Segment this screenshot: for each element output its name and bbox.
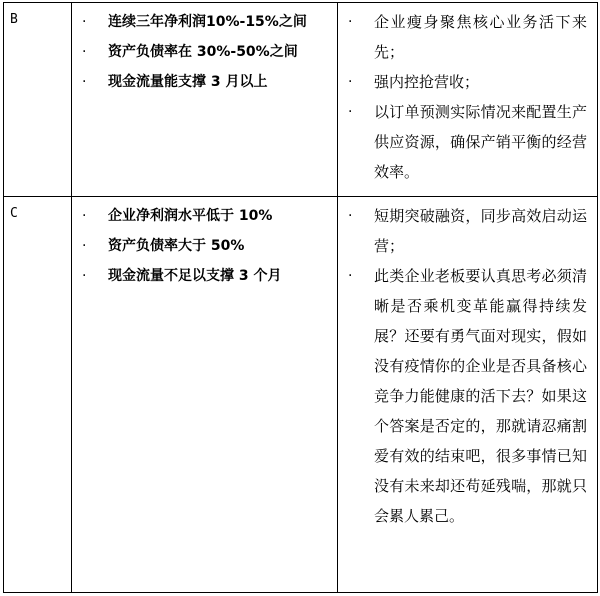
advice-item — [338, 97, 597, 187]
bullet-icon: · — [82, 14, 87, 30]
advice-text: 此类企业老板要认真思考必须清晰是否乘机变革能赢得持续发展？还要有勇气面对现实，假如没有疫情你的企业是否具备核心竞争力能健康的活下去？如果这个答案是否定的，那就请忍痛割爱有效的结束吧，很多事情已知没有未来却还苟延残喘，那就只会累人累己。 — [374, 267, 587, 525]
row-label-c: C — [4, 197, 72, 593]
advice-text: 企业瘦身聚焦核心业务活下来先； — [374, 13, 587, 61]
row-label-b: B — [4, 3, 72, 197]
bullet-icon: · — [82, 238, 87, 254]
criteria-text: 现金流量不足以支撑 3 个月 — [108, 268, 282, 284]
criteria-item — [72, 7, 337, 37]
bullet-icon: · — [348, 208, 353, 224]
advice-cell-c — [338, 197, 598, 593]
table-row-b — [4, 3, 598, 197]
criteria-text: 企业净利润水平低于 10% — [108, 208, 273, 224]
bullet-icon: · — [82, 268, 87, 284]
bullet-icon: · — [82, 44, 87, 60]
criteria-item — [72, 201, 337, 231]
strategy-table — [3, 2, 598, 593]
advice-list-b — [338, 3, 597, 187]
bullet-icon: · — [348, 104, 353, 120]
criteria-cell-c — [72, 197, 338, 593]
advice-text: 强内控抢营收； — [374, 73, 480, 91]
advice-item — [338, 201, 597, 261]
bullet-icon: · — [348, 14, 353, 30]
criteria-text: 资产负债率大于 50% — [108, 238, 245, 254]
criteria-list-b — [72, 3, 337, 97]
criteria-item — [72, 231, 337, 261]
criteria-list-c — [72, 197, 337, 291]
advice-text: 短期突破融资，同步高效启动运营； — [374, 207, 587, 255]
bullet-icon: · — [82, 208, 87, 224]
advice-list-c — [338, 197, 597, 531]
advice-text: 以订单预测实际情况来配置生产供应资源，确保产销平衡的经营效率。 — [374, 103, 587, 181]
criteria-text: 现金流量能支撑 3 月以上 — [108, 74, 268, 90]
advice-item — [338, 67, 597, 97]
bullet-icon: · — [348, 268, 353, 284]
criteria-item — [72, 261, 337, 291]
advice-cell-b — [338, 3, 598, 197]
table-row-c — [4, 197, 598, 593]
criteria-item — [72, 67, 337, 97]
bullet-icon: · — [348, 74, 353, 90]
advice-item — [338, 7, 597, 67]
criteria-cell-b — [72, 3, 338, 197]
criteria-text: 资产负债率在 30%-50%之间 — [108, 44, 298, 60]
criteria-item — [72, 37, 337, 67]
advice-item — [338, 261, 597, 531]
criteria-text: 连续三年净利润10%-15%之间 — [108, 14, 307, 30]
bullet-icon: · — [82, 74, 87, 90]
